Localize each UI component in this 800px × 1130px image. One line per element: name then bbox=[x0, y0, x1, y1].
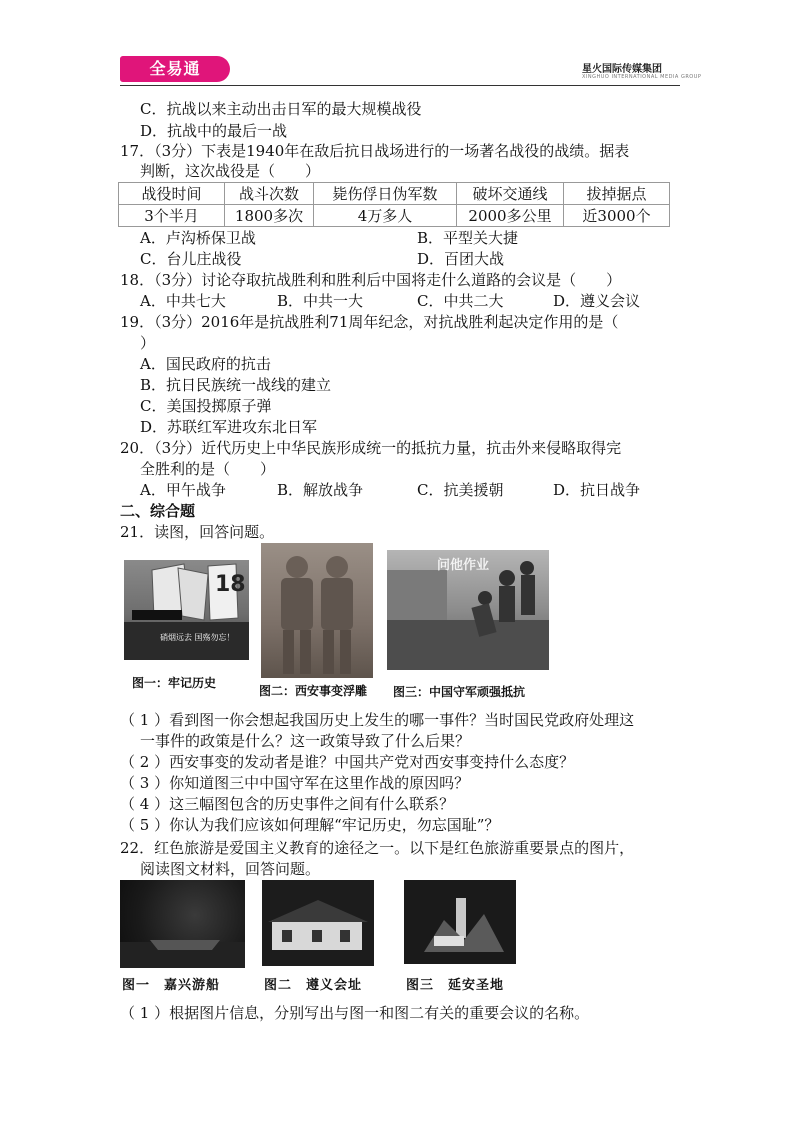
q22-figure-1-image bbox=[120, 880, 245, 968]
q21-sub2: （ 2 ）西安事变的发动者是谁？中国共产党对西安事变持什么态度？ bbox=[120, 753, 575, 771]
q20-stem-cont: 全胜利的是（ ） bbox=[140, 460, 276, 478]
q20-option-a: A．甲午战争 bbox=[140, 481, 226, 499]
q18-option-d: D．遵义会议 bbox=[553, 292, 641, 310]
q22-sub1: （ 1 ）根据图片信息，分别写出与图一和图二有关的重要会议的名称。 bbox=[120, 1004, 590, 1022]
publisher-subtitle: XINGHUO INTERNATIONAL MEDIA GROUP bbox=[582, 74, 702, 80]
publisher-name: 星火国际传媒集团 bbox=[582, 64, 662, 75]
q22-figure-1-caption: 图一 嘉兴游船 bbox=[122, 978, 221, 993]
q21-sub5: （ 5 ）你认为我们应该如何理解“牢记历史，勿忘国耻”？ bbox=[120, 816, 500, 834]
table-header-cell: 破坏交通线 bbox=[457, 183, 564, 205]
table-cell: 3个半月 bbox=[119, 205, 225, 227]
q19-option-a: A．国民政府的抗击 bbox=[140, 355, 271, 373]
calendar-banner-text: 硝烟远去 国殇勿忘！ bbox=[160, 633, 235, 642]
q17-battle-table bbox=[118, 182, 670, 227]
q19-option-c: C．美国投掷原子弹 bbox=[140, 397, 272, 415]
q22-stem-cont: 阅读图文材料，回答问题。 bbox=[140, 860, 321, 878]
q18-option-a: A．中共七大 bbox=[140, 292, 226, 310]
table-cell: 2000多公里 bbox=[457, 205, 564, 227]
calendar-number: 18 bbox=[215, 572, 246, 597]
table-row bbox=[119, 205, 670, 227]
q21-figure-1-image bbox=[124, 560, 249, 660]
brand-logo: 全易通 bbox=[120, 56, 230, 82]
q19-stem: 19．（3分）2016年是抗战胜利71周年纪念，对抗战胜利起决定作用的是（ bbox=[120, 313, 619, 331]
q20-stem: 20．（3分）近代历史上中华民族形成统一的抵抗力量，抗击外来侵略取得完 bbox=[120, 439, 622, 457]
relief-figures-icon bbox=[261, 543, 373, 678]
q19-option-d: D．苏联红军进攻东北日军 bbox=[140, 418, 318, 436]
q19-stem-cont: ） bbox=[140, 334, 156, 352]
q17-option-b: B．平型关大捷 bbox=[417, 229, 519, 247]
q18-option-c: C．中共二大 bbox=[417, 292, 504, 310]
q20-option-c: C．抗美援朝 bbox=[417, 481, 504, 499]
q17-stem-cont: 判断，这次战役是（ ） bbox=[140, 162, 321, 180]
q22-figure-2-caption: 图二 遵义会址 bbox=[264, 978, 363, 993]
q21-figure-3-image bbox=[387, 550, 549, 670]
q21-stem: 21．读图，回答问题。 bbox=[120, 523, 275, 541]
q21-sub3: （ 3 ）你知道图三中中国守军在这里作战的原因吗？ bbox=[120, 774, 470, 792]
q22-figure-3-image bbox=[404, 880, 516, 964]
q21-figure-1-caption: 图一：牢记历史 bbox=[132, 676, 217, 690]
q17-option-c: C．台儿庄战役 bbox=[140, 250, 242, 268]
pagoda-photo-icon bbox=[404, 880, 516, 964]
building-photo-icon bbox=[262, 880, 374, 966]
table-header-cell: 拔掉据点 bbox=[564, 183, 670, 205]
q21-sub1-cont: 一事件的政策是什么？这一政策导致了什么后果？ bbox=[140, 732, 471, 750]
table-header-cell: 战役时间 bbox=[119, 183, 225, 205]
table-cell: 4万多人 bbox=[314, 205, 457, 227]
header-divider bbox=[120, 85, 680, 86]
table-cell: 1800多次 bbox=[225, 205, 314, 227]
q21-sub1: （ 1 ）看到图一你会想起我国历史上发生的哪一事件？当时国民党政府处理这 bbox=[120, 711, 635, 729]
photo-watermark: 问他作业 bbox=[437, 558, 490, 573]
q17-option-a: A．卢沟桥保卫战 bbox=[140, 229, 256, 247]
q21-figure-2-image bbox=[261, 543, 373, 678]
q22-figure-3-caption: 图三 延安圣地 bbox=[406, 978, 505, 993]
q19-option-b: B．抗日民族统一战线的建立 bbox=[140, 376, 332, 394]
section-heading: 二、综合题 bbox=[120, 502, 196, 520]
q22-stem: 22．红色旅游是爱国主义教育的途径之一。以下是红色旅游重要景点的图片， bbox=[120, 839, 635, 857]
q21-figure-3-caption: 图三：中国守军顽强抵抗 bbox=[393, 685, 526, 699]
q17-stem: 17．（3分）下表是1940年在敌后抗日战场进行的一场著名战役的战绩。据表 bbox=[120, 142, 630, 160]
q20-option-d: D．抗日战争 bbox=[553, 481, 641, 499]
q16-option-d: D．抗战中的最后一战 bbox=[140, 122, 288, 140]
boat-photo-icon bbox=[120, 880, 245, 968]
q16-option-c: C．抗战以来主动出击日军的最大规模战役 bbox=[140, 100, 422, 118]
q18-option-b: B．中共一大 bbox=[277, 292, 364, 310]
q17-option-d: D．百团大战 bbox=[417, 250, 505, 268]
q21-figure-2-caption: 图二：西安事变浮雕 bbox=[259, 684, 368, 698]
q21-sub4: （ 4 ）这三幅图包含的历史事件之间有什么联系？ bbox=[120, 795, 455, 813]
table-header-row bbox=[119, 183, 670, 205]
q18-stem: 18．（3分）讨论夺取抗战胜利和胜利后中国将走什么道路的会议是（ ） bbox=[120, 271, 622, 289]
table-cell: 近3000个 bbox=[564, 205, 670, 227]
q20-option-b: B．解放战争 bbox=[277, 481, 364, 499]
q22-figure-2-image bbox=[262, 880, 374, 966]
table-header-cell: 战斗次数 bbox=[225, 183, 314, 205]
table-header-cell: 毙伤俘日伪军数 bbox=[314, 183, 457, 205]
